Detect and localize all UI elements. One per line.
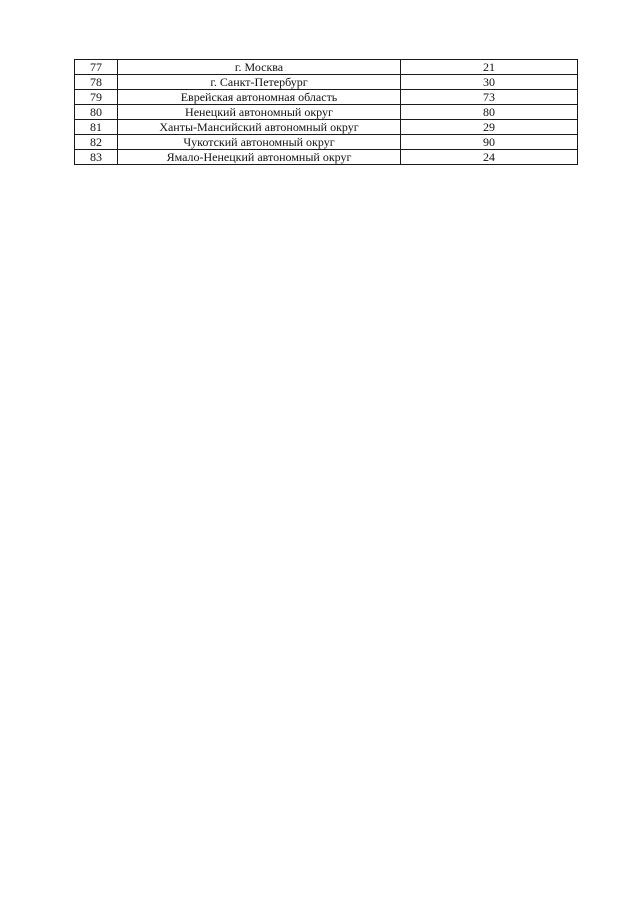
- table-row: [75, 75, 578, 90]
- row-number-cell: 80: [75, 105, 118, 120]
- value-cell: 30: [401, 75, 578, 90]
- region-name-cell: г. Москва: [118, 60, 401, 75]
- value-cell: 90: [401, 135, 578, 150]
- row-number-cell: 77: [75, 60, 118, 75]
- value-cell: 29: [401, 120, 578, 135]
- value-cell: 21: [401, 60, 578, 75]
- region-name-cell: Ненецкий автономный округ: [118, 105, 401, 120]
- row-number-cell: 78: [75, 75, 118, 90]
- table-row: [75, 120, 578, 135]
- table-row: [75, 60, 578, 75]
- region-name-cell: Еврейская автономная область: [118, 90, 401, 105]
- value-cell: 24: [401, 150, 578, 165]
- table-row: [75, 135, 578, 150]
- region-name-cell: Ямало-Ненецкий автономный округ: [118, 150, 401, 165]
- region-name-cell: Ханты-Мансийский автономный округ: [118, 120, 401, 135]
- row-number-cell: 83: [75, 150, 118, 165]
- row-number-cell: 79: [75, 90, 118, 105]
- table-row: [75, 90, 578, 105]
- value-cell: 80: [401, 105, 578, 120]
- value-cell: 73: [401, 90, 578, 105]
- region-name-cell: Чукотский автономный округ: [118, 135, 401, 150]
- row-number-cell: 82: [75, 135, 118, 150]
- row-number-cell: 81: [75, 120, 118, 135]
- regions-table: [74, 59, 578, 165]
- table-row: [75, 150, 578, 165]
- region-name-cell: г. Санкт-Петербург: [118, 75, 401, 90]
- table-row: [75, 105, 578, 120]
